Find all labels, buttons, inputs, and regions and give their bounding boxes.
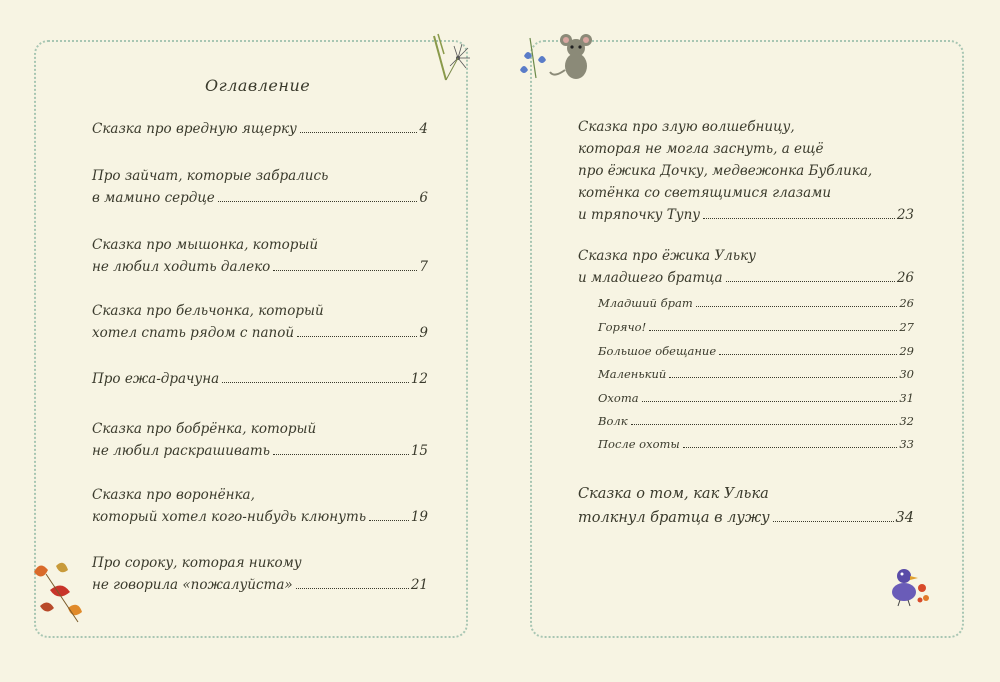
leader-dots <box>703 218 895 219</box>
toc-entry-6[interactable] <box>92 418 428 462</box>
toc-entry-text: не любил ходить далеко <box>92 259 271 275</box>
leader-dots <box>300 132 418 133</box>
leader-dots <box>773 521 894 522</box>
leader-dots <box>726 281 895 282</box>
toc-entry-9[interactable] <box>578 116 914 226</box>
toc-page-number: 23 <box>896 207 914 223</box>
toc-entry-11[interactable] <box>578 482 914 530</box>
toc-page-number: 29 <box>899 344 914 358</box>
leader-dots <box>297 336 417 337</box>
leader-dots <box>222 382 409 383</box>
toc-page-number: 15 <box>410 443 428 459</box>
leader-dots <box>296 588 409 589</box>
toc-entry-text: Про ежа-драчуна <box>92 371 220 387</box>
toc-page-number: 21 <box>410 577 428 593</box>
toc-entry-text: Сказка про злую волшебницу, <box>578 119 795 135</box>
toc-entry-text: который хотел кого-нибудь клюнуть <box>92 509 367 525</box>
toc-entry-text: толкнул братца в лужу <box>578 510 770 526</box>
toc-subentry-5[interactable] <box>598 388 914 408</box>
leader-dots <box>273 270 417 271</box>
toc-entry-text: и тряпочку Тупу <box>578 207 701 223</box>
toc-page-number: 30 <box>899 367 914 381</box>
toc-page-number: 31 <box>899 391 914 405</box>
toc-subentry-text: Охота <box>598 391 639 405</box>
toc-page-number: 6 <box>419 190 428 206</box>
toc-entry-text: Сказка про воронёнка, <box>92 487 255 503</box>
toc-subentry-6[interactable] <box>598 411 914 431</box>
toc-entry-7[interactable] <box>92 484 428 528</box>
leader-dots <box>649 330 897 331</box>
toc-subentry-4[interactable] <box>598 364 914 384</box>
toc-entry-text: Про сороку, которая никому <box>92 555 302 571</box>
toc-subentry-text: После охоты <box>598 437 680 451</box>
leader-dots <box>273 454 409 455</box>
toc-subentry-3[interactable] <box>598 341 914 361</box>
toc-entry-8[interactable] <box>92 552 428 596</box>
toc-subentry-text: Младший брат <box>598 296 693 310</box>
toc-page-number: 7 <box>419 259 428 275</box>
toc-entry-1[interactable] <box>92 118 428 140</box>
toc-page-number: 4 <box>419 121 428 137</box>
toc-entry-text: не любил раскрашивать <box>92 443 271 459</box>
toc-page-number: 12 <box>410 371 428 387</box>
leader-dots <box>631 424 898 425</box>
toc-entry-10[interactable] <box>578 245 914 289</box>
toc-entry-text: не говорила «пожалуйста» <box>92 577 293 593</box>
toc-subentry-text: Маленький <box>598 367 667 381</box>
leader-dots <box>369 520 409 521</box>
toc-entry-text: Сказка о том, как Улька <box>578 486 769 502</box>
toc-page-number: 34 <box>895 510 914 526</box>
toc-entry-text: Сказка про вредную ящерку <box>92 121 297 137</box>
leader-dots <box>719 354 897 355</box>
leader-dots <box>669 377 897 378</box>
toc-entry-text: Про зайчат, которые забрались <box>92 168 329 184</box>
toc-subentry-text: Горячо! <box>598 320 647 334</box>
toc-entry-text: и младшего братца <box>578 270 723 286</box>
toc-page-number: 19 <box>410 509 428 525</box>
toc-title: Оглавление <box>205 76 311 95</box>
toc-subentry-text: Волк <box>598 414 628 428</box>
leader-dots <box>696 306 898 307</box>
leader-dots <box>218 201 418 202</box>
toc-entry-4[interactable] <box>92 300 428 344</box>
toc-entry-text: которая не могла заснуть, а ещё <box>578 141 824 157</box>
toc-subentry-2[interactable] <box>598 317 914 337</box>
toc-entry-3[interactable] <box>92 234 428 278</box>
toc-page-number: 9 <box>419 325 428 341</box>
toc-entry-text: хотел спать рядом с папой <box>92 325 295 341</box>
toc-subentry-7[interactable] <box>598 434 914 454</box>
bird-icon <box>884 560 934 610</box>
toc-entry-text: про ёжика Дочку, медвежонка Бублика, <box>578 163 873 179</box>
toc-page-number: 27 <box>899 320 914 334</box>
toc-entry-text: в мамино сердце <box>92 190 215 206</box>
toc-entry-text: Сказка про бобрёнка, который <box>92 421 317 437</box>
toc-entry-text: котёнка со светящимися глазами <box>578 185 832 201</box>
toc-entry-2[interactable] <box>92 165 428 209</box>
toc-page-number: 33 <box>899 437 914 451</box>
toc-page-number: 32 <box>899 414 914 428</box>
dandelion-icon <box>424 30 474 86</box>
toc-page-number: 26 <box>896 270 914 286</box>
toc-entry-text: Сказка про ёжика Ульку <box>578 248 756 264</box>
autumn-leaves-icon <box>26 556 88 626</box>
toc-page-number: 26 <box>899 296 914 310</box>
toc-entry-5[interactable] <box>92 368 428 390</box>
toc-subentry-1[interactable] <box>598 293 914 313</box>
toc-subentry-text: Большое обещание <box>598 344 717 358</box>
mouse-icon <box>514 28 596 84</box>
leader-dots <box>683 447 898 448</box>
toc-entry-text: Сказка про мышонка, который <box>92 237 319 253</box>
leader-dots <box>642 401 898 402</box>
toc-entry-text: Сказка про бельчонка, который <box>92 303 324 319</box>
